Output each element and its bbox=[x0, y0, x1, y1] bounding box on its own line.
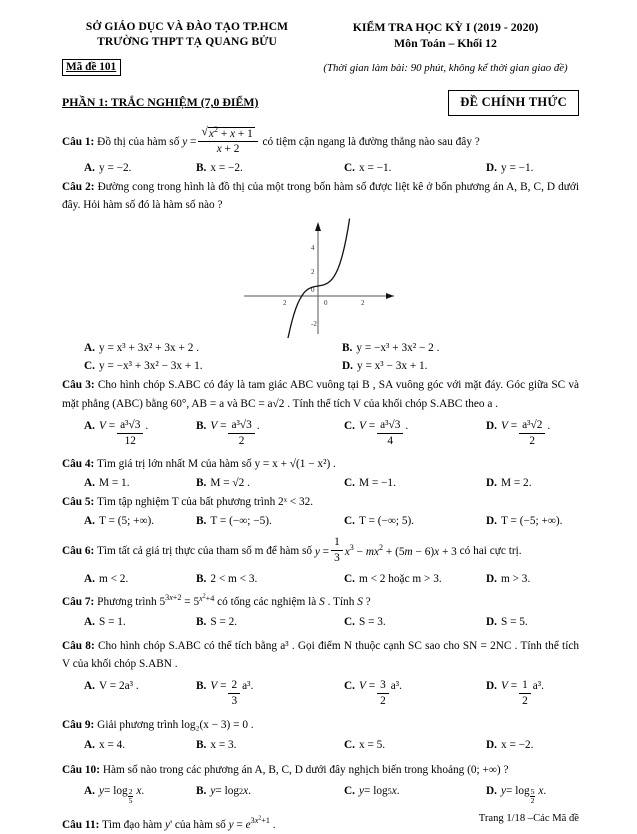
question-4-option-c[interactable] bbox=[344, 474, 486, 492]
question-3-option-a[interactable]: A. V = $\frac{\text{a³√3}}{12}$ . bbox=[84, 418, 149, 447]
option-text: S = 1. bbox=[98, 615, 126, 628]
question-5 bbox=[62, 493, 579, 530]
base-denominator: 2 bbox=[530, 796, 535, 805]
option-denominator: 2 bbox=[380, 695, 386, 708]
option-letter: D. bbox=[486, 419, 497, 432]
question-6 bbox=[62, 537, 579, 588]
option-numerator: a³√3 bbox=[377, 419, 403, 434]
option-text: y = −1. bbox=[500, 161, 534, 174]
option-letter: D. bbox=[486, 573, 497, 586]
option-suffix: a³. bbox=[390, 680, 402, 693]
option-letter: A. bbox=[84, 419, 95, 432]
school-block bbox=[62, 20, 312, 51]
question-8-option-c[interactable]: C. V = $\frac{3}{2}$ a³. bbox=[344, 679, 402, 708]
question-6-formula: y = $\frac{1}{3}$ $x^3 - mx^2 + (5m - 6)x + 3$ bbox=[314, 536, 460, 565]
question-6-label: Câu 6: bbox=[62, 545, 95, 558]
section-row bbox=[62, 90, 579, 116]
page-header bbox=[62, 20, 579, 52]
question-1 bbox=[62, 123, 579, 177]
option-text: x = −1. bbox=[358, 161, 392, 174]
exam-title: KIỂM TRA HỌC KỲ I (2019 - 2020) bbox=[352, 20, 539, 34]
official-badge: ĐỀ CHÍNH THỨC bbox=[448, 90, 579, 116]
question-6-option-d[interactable] bbox=[486, 570, 579, 588]
exam-block bbox=[312, 20, 579, 52]
question-10-option-d[interactable]: D. y = log $\frac{5}{2}$ x . bbox=[486, 782, 579, 805]
question-5-option-a[interactable] bbox=[62, 512, 196, 530]
question-8-option-d[interactable]: D. V = $\frac{1}{2}$ a³. bbox=[486, 679, 544, 708]
option-text: T = (−5; +∞). bbox=[500, 515, 563, 528]
option-letter: A. bbox=[84, 477, 95, 490]
question-3-stem: Cho hình chóp S.ABC có đáy là tam giác ABC vuông tại B , SA vuông góc với mặt đáy. Góc giữa SC và mặt phẳng (ABC) bằng 60°, AB = a và BC = a√2 . Tính thể tích V của khối chóp S.ABC theo a . bbox=[62, 379, 579, 410]
option-numerator: a³√3 bbox=[228, 419, 254, 434]
svg-text:0: 0 bbox=[310, 286, 314, 295]
option-text: 2 < m < 3. bbox=[210, 573, 258, 586]
option-letter: A. bbox=[84, 573, 95, 586]
base-numerator: 2 bbox=[128, 786, 133, 796]
option-letter: D. bbox=[486, 161, 497, 174]
question-2-option-b[interactable] bbox=[342, 339, 572, 357]
option-letter: D. bbox=[486, 784, 497, 797]
option-denominator: 3 bbox=[231, 695, 238, 708]
option-letter: A. bbox=[84, 515, 95, 528]
option-letter: B. bbox=[342, 342, 353, 355]
question-8-options bbox=[62, 677, 579, 709]
department-name: SỞ GIÁO DỤC VÀ ĐÀO TẠO TP.HCM bbox=[85, 21, 289, 33]
option-letter: B. bbox=[196, 738, 207, 751]
question-8-option-a[interactable] bbox=[62, 677, 196, 709]
option-letter: B. bbox=[196, 161, 207, 174]
question-7-option-a[interactable] bbox=[62, 613, 196, 631]
question-10 bbox=[62, 761, 579, 805]
question-1-formula: y = √ $x^2 + x + 1$ x + 2 bbox=[182, 136, 262, 148]
option-letter: A. bbox=[84, 738, 95, 751]
question-7-stem: Phương trình $5^{3x+2} = 5^{x^2+4}$ có tổng các nghiệm là S . Tính S ? bbox=[97, 592, 371, 609]
question-1-option-b[interactable] bbox=[196, 159, 344, 177]
question-4-options bbox=[62, 474, 579, 492]
question-6-option-a[interactable] bbox=[62, 570, 196, 588]
option-letter: D. bbox=[342, 360, 353, 373]
option-text: x = 5. bbox=[358, 738, 386, 751]
option-denominator: 12 bbox=[124, 434, 136, 447]
school-name: TRƯỜNG THPT TẠ QUANG BỬU bbox=[97, 36, 277, 49]
option-text: m > 3. bbox=[500, 573, 531, 586]
option-letter: B. bbox=[196, 615, 207, 628]
section-title: PHẦN 1: TRẮC NGHIỆM (7,0 ĐIỂM) bbox=[62, 95, 259, 110]
question-5-options bbox=[62, 512, 579, 530]
option-text: S = 3. bbox=[358, 615, 386, 628]
option-letter: C. bbox=[344, 615, 355, 628]
option-letter: C. bbox=[344, 784, 355, 797]
base-numerator: 5 bbox=[530, 786, 535, 796]
option-text: y = −x³ + 3x² − 2 . bbox=[356, 342, 440, 355]
option-text: M = 2. bbox=[500, 477, 532, 490]
question-11-stem: Tìm đạo hàm y' của hàm số $y = e^{3x^2+1}$ . bbox=[101, 815, 276, 832]
exam-subject: Môn Toán – Khối 12 bbox=[394, 35, 497, 50]
question-7-options bbox=[62, 613, 579, 631]
option-letter: B. bbox=[196, 680, 207, 693]
option-numerator: a³√2 bbox=[519, 419, 545, 434]
option-letter: B. bbox=[196, 784, 207, 797]
question-5-option-c[interactable] bbox=[344, 512, 486, 530]
question-2-option-d[interactable] bbox=[342, 357, 572, 375]
option-suffix: a³. bbox=[242, 680, 254, 693]
questions-container bbox=[62, 123, 580, 834]
question-2-text bbox=[62, 178, 579, 215]
question-3-option-b[interactable]: B. V = $\frac{\text{a³√3}}{2}$ . bbox=[196, 418, 260, 447]
question-4-option-a[interactable] bbox=[62, 474, 196, 492]
option-text: T = (5; +∞). bbox=[98, 515, 155, 528]
question-3-option-d[interactable]: D. V = $\frac{\text{a³√2}}{2}$ . bbox=[486, 418, 551, 447]
question-6-options bbox=[62, 570, 579, 588]
page-footer: Trang 1/18 –Các Mã đề bbox=[478, 813, 579, 824]
option-text: M = −1. bbox=[358, 477, 396, 490]
question-7-text bbox=[62, 593, 579, 611]
question-8-text bbox=[62, 637, 579, 674]
option-text: y = −2. bbox=[98, 161, 132, 174]
question-9-option-b[interactable] bbox=[196, 736, 344, 754]
question-1-options bbox=[62, 159, 579, 177]
option-letter: B. bbox=[196, 419, 207, 432]
question-1-option-a[interactable] bbox=[62, 159, 196, 177]
option-text: x = −2. bbox=[210, 161, 243, 174]
question-6-option-c[interactable] bbox=[344, 570, 486, 588]
question-10-stem: Hàm số nào trong các phương án A, B, C, D dưới đây nghịch biến trong khoảng (0; +∞) ? bbox=[102, 763, 509, 776]
time-note: (Thời gian làm bài: 90 phút, không kể thời gian giao đề) bbox=[323, 61, 568, 74]
exam-code-label: Mã đề 101 bbox=[66, 60, 117, 73]
option-numerator: 3 bbox=[377, 679, 389, 694]
option-letter: C. bbox=[344, 477, 355, 490]
question-2-stem: Đường cong trong hình là đồ thị của một trong bốn hàm số được liệt kê ở bốn phương án A, B, C, D dưới đây. Hỏi hàm số đó là hàm số nào ? bbox=[62, 180, 580, 211]
question-2-options bbox=[62, 339, 579, 375]
question-9-options bbox=[62, 736, 579, 754]
question-3-option-c[interactable]: C. V = $\frac{\text{a³√3}}{4}$ . bbox=[344, 418, 409, 447]
option-text: V = 2a³ . bbox=[98, 680, 139, 693]
option-letter: C. bbox=[344, 515, 355, 528]
question-5-option-b[interactable] bbox=[196, 512, 344, 530]
question-1-stem-after: có tiệm cận ngang là đường thẳng nào sau đây ? bbox=[262, 135, 480, 148]
option-letter: A. bbox=[84, 342, 95, 355]
question-10-option-b[interactable]: B. y = log 2 x . bbox=[196, 782, 344, 805]
question-9-option-a[interactable] bbox=[62, 736, 196, 754]
option-text: S = 2. bbox=[210, 615, 238, 628]
option-numerator: a³√3 bbox=[117, 419, 143, 434]
question-11-label: Câu 11: bbox=[62, 819, 100, 832]
question-7-option-d[interactable] bbox=[486, 613, 579, 631]
question-5-stem: Tìm tập nghiệm T của bất phương trình 2ˣ < 32. bbox=[96, 496, 314, 509]
option-denominator: 4 bbox=[387, 434, 394, 447]
question-4 bbox=[62, 455, 579, 492]
option-letter: A. bbox=[84, 615, 95, 628]
svg-text:4: 4 bbox=[310, 244, 314, 253]
question-2 bbox=[62, 178, 579, 376]
question-8 bbox=[62, 637, 579, 709]
question-10-option-c[interactable]: C. y = log 5 x . bbox=[344, 782, 486, 805]
question-7 bbox=[62, 593, 579, 630]
option-text: m < 2. bbox=[98, 573, 129, 586]
option-letter: C. bbox=[344, 680, 355, 693]
option-letter: D. bbox=[486, 738, 497, 751]
svg-text:2: 2 bbox=[310, 268, 314, 277]
question-2-option-a[interactable] bbox=[62, 339, 342, 357]
option-letter: A. bbox=[84, 680, 95, 693]
question-1-option-c[interactable] bbox=[344, 159, 486, 177]
question-6-option-b[interactable] bbox=[196, 570, 344, 588]
svg-text:-2: -2 bbox=[310, 320, 317, 329]
svg-text:2: 2 bbox=[360, 299, 364, 308]
option-letter: B. bbox=[196, 573, 207, 586]
option-letter: B. bbox=[196, 477, 207, 490]
question-4-option-b[interactable] bbox=[196, 474, 344, 492]
code-and-time-row bbox=[62, 59, 579, 76]
question-9-stem: Giải phương trình log₂(x − 3) = 0 . bbox=[97, 719, 254, 732]
option-letter: C. bbox=[344, 573, 355, 586]
cubic-function-plot bbox=[226, 216, 416, 338]
question-4-label: Câu 4: bbox=[62, 457, 95, 470]
option-numerator: 2 bbox=[228, 679, 240, 694]
option-letter: A. bbox=[84, 161, 95, 174]
option-text: T = (−∞; −5). bbox=[210, 515, 272, 528]
question-10-options bbox=[62, 782, 579, 805]
question-8-option-b[interactable]: B. V = $\frac{2}{3}$ a³. bbox=[196, 679, 254, 708]
option-letter: D. bbox=[486, 615, 497, 628]
option-text: x = 4. bbox=[98, 738, 126, 751]
question-2-label: Câu 2: bbox=[62, 180, 95, 193]
option-text: S = 5. bbox=[500, 615, 528, 628]
question-5-label: Câu 5: bbox=[62, 496, 95, 509]
exam-code-badge bbox=[62, 59, 121, 76]
question-10-option-a[interactable]: A. y = log $\frac{2}{5}$ x . bbox=[62, 782, 196, 805]
question-9-option-d[interactable] bbox=[486, 736, 579, 754]
option-denominator: 2 bbox=[529, 434, 536, 447]
question-1-stem-before: Đồ thị của hàm số bbox=[97, 135, 180, 148]
question-10-label: Câu 10: bbox=[62, 763, 100, 776]
question-6-stem-after: có hai cực trị. bbox=[459, 545, 522, 558]
option-text: T = (−∞; 5). bbox=[358, 515, 415, 528]
question-3-options bbox=[62, 417, 579, 449]
option-text: x = 3. bbox=[210, 738, 237, 751]
question-8-label: Câu 8: bbox=[62, 639, 95, 652]
question-5-text bbox=[62, 493, 579, 511]
question-6-text bbox=[62, 537, 579, 566]
question-1-text bbox=[62, 123, 579, 158]
svg-text:2: 2 bbox=[282, 299, 286, 308]
option-denominator: 2 bbox=[238, 434, 245, 447]
question-9-label: Câu 9: bbox=[62, 719, 95, 732]
question-1-option-d[interactable] bbox=[486, 159, 579, 177]
question-6-stem-before: Tìm tất cả giá trị thực của tham số m để hàm số bbox=[96, 545, 313, 558]
option-text: y = −x³ + 3x² − 3x + 1. bbox=[98, 360, 203, 373]
question-7-label: Câu 7: bbox=[62, 596, 95, 609]
option-text: M = 1. bbox=[98, 477, 130, 490]
question-9-text bbox=[62, 716, 579, 734]
question-10-text bbox=[62, 761, 579, 779]
question-2-graph bbox=[62, 216, 579, 338]
option-letter: B. bbox=[196, 515, 207, 528]
option-text: x = −2. bbox=[500, 738, 534, 751]
option-numerator: 1 bbox=[519, 679, 531, 694]
option-text: y = x³ + 3x² + 3x + 2 . bbox=[98, 342, 200, 355]
option-letter: C. bbox=[344, 161, 355, 174]
question-7-option-c[interactable] bbox=[344, 613, 486, 631]
option-text: m < 2 hoặc m > 3. bbox=[358, 573, 442, 586]
question-3-text bbox=[62, 376, 579, 413]
question-1-label: Câu 1: bbox=[62, 135, 95, 148]
option-suffix: a³. bbox=[532, 680, 544, 693]
question-4-stem: Tìm giá trị lớn nhất M của hàm số y = x + √(1 − x²) . bbox=[96, 457, 336, 470]
option-letter: C. bbox=[84, 360, 95, 373]
option-text: M = √2 . bbox=[210, 477, 250, 490]
question-4-option-d[interactable] bbox=[486, 474, 579, 492]
question-3 bbox=[62, 376, 579, 448]
option-letter: D. bbox=[486, 515, 497, 528]
base-denominator: 5 bbox=[128, 796, 133, 805]
option-denominator: 2 bbox=[522, 695, 528, 708]
svg-text:0: 0 bbox=[323, 299, 327, 308]
question-7-option-b[interactable] bbox=[196, 613, 344, 631]
option-letter: C. bbox=[344, 738, 355, 751]
question-9 bbox=[62, 716, 579, 753]
question-5-option-d[interactable] bbox=[486, 512, 579, 530]
option-letter: A. bbox=[84, 784, 95, 797]
question-9-option-c[interactable] bbox=[344, 736, 486, 754]
question-2-option-c[interactable] bbox=[62, 357, 342, 375]
question-8-stem: Cho hình chóp S.ABC có thể tích bằng a³ . Gọi điểm N thuộc cạnh SC sao cho SN = 2NC . Tính thể tích V của khối chóp S.ABN . bbox=[62, 639, 580, 671]
option-text: y = x³ − 3x + 1. bbox=[356, 360, 428, 373]
question-3-label: Câu 3: bbox=[62, 379, 95, 392]
option-letter: D. bbox=[486, 680, 497, 693]
question-4-text bbox=[62, 455, 579, 473]
option-letter: C. bbox=[344, 419, 355, 432]
option-letter: D. bbox=[486, 477, 497, 490]
